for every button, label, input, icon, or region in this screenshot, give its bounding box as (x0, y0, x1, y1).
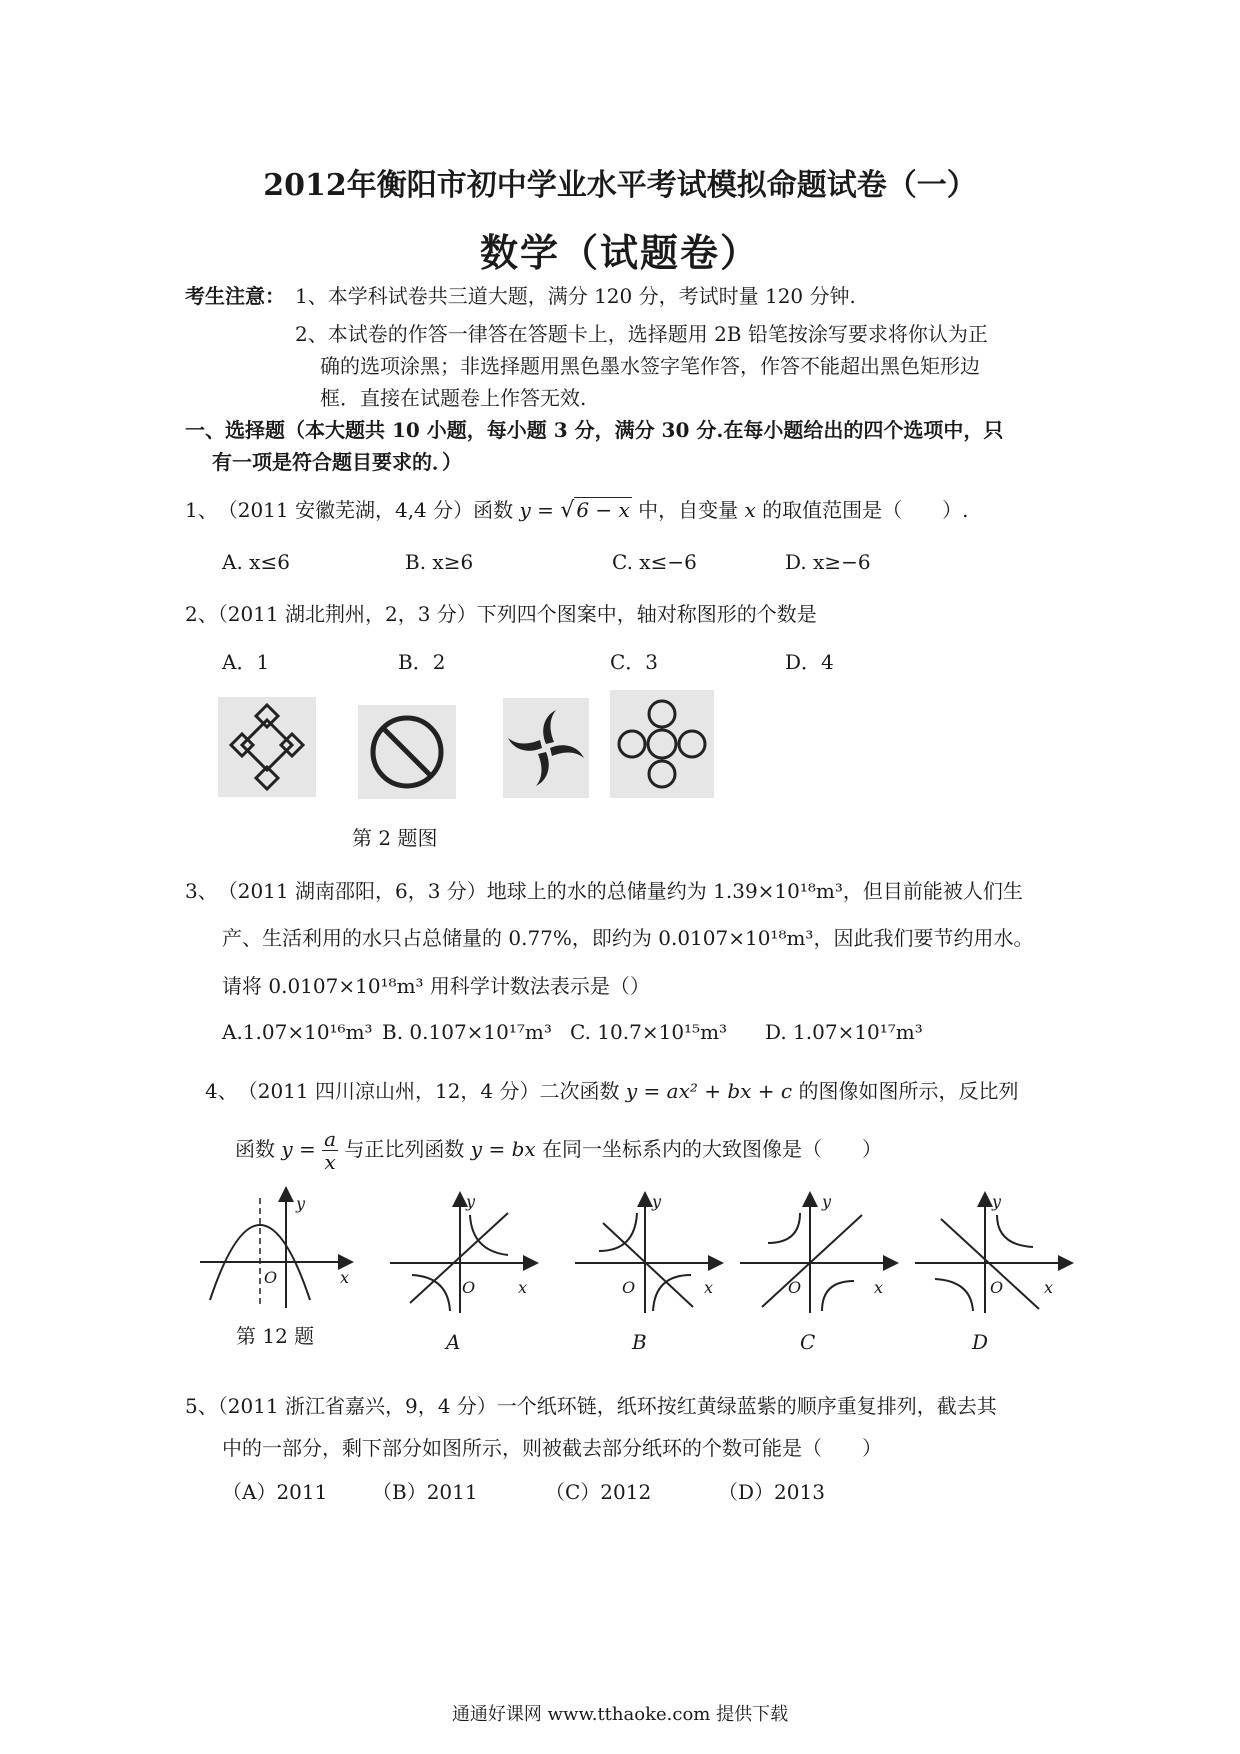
notice-item-1: 1、本学科试卷共三道大题，满分 120 分，考试时量 120 分钟. (295, 284, 856, 308)
question-5-line-2: 中的一部分，剩下部分如图所示，则被截去部分纸环的个数可能是（ ） (222, 1436, 882, 1460)
graph-c-x-label: x (874, 1278, 884, 1297)
question-1-option-b: B. x≥6 (405, 550, 474, 574)
pinwheel-swirl-icon (503, 698, 589, 798)
graph-b-x-label: x (704, 1278, 714, 1297)
question-5-option-d: （D）2013 (718, 1480, 825, 1504)
page-subtitle: 数学（试题卷） (479, 230, 760, 275)
question-2-option-c: C．3 (610, 650, 659, 674)
question-1-option-d: D. x≥−6 (785, 550, 871, 574)
question-1-stem: 1、 （2011 安徽芜湖，4,4 分）函数 y = √ 6 − x 中，自变量 x 的取值范围是（ ）. (185, 498, 969, 523)
question-3-line-1: 3、 （2011 湖南邵阳，6，3 分）地球上的水的总储量约为 1.39×10¹⁸m³，但目前能被人们生 (185, 879, 1023, 903)
question-1-option-c: C. x≤−6 (612, 550, 697, 574)
question-5-option-a: （A）2011 (222, 1480, 328, 1504)
question-2-option-b: B．2 (398, 650, 446, 674)
quadratic-graph-caption: 第 12 题 (236, 1324, 315, 1348)
question-5-option-b: （B）2011 (372, 1480, 478, 1504)
question-5-option-c: （C）2012 (545, 1480, 652, 1504)
graph-option-c (740, 1195, 900, 1315)
graph-b-origin: O (622, 1278, 636, 1297)
question-4-line-2: 函数 y = $\frac{a}{x}$ 与正比列函数 y = bx 在同一坐标系内的大致图像是（ ） (235, 1127, 883, 1174)
section-1-heading-line-2: 有一项是符合题目要求的．） (212, 450, 462, 474)
quadratic-graph-x-label: x (340, 1268, 350, 1287)
question-3-line-3: 请将 0.0107×10¹⁸m³ 用科学计数法表示是（） (222, 974, 650, 998)
graph-option-a (390, 1195, 540, 1315)
page-footer: 通通好课网 www.tthaoke.com 提供下载 (451, 1704, 789, 1725)
page-title: 2012年衡阳市初中学业水平考试模拟命题试卷（一） (263, 168, 977, 203)
question-5-line-1: 5、（2011 浙江省嘉兴，9，4 分）一个纸环链，纸环按红黄绿蓝紫的顺序重复排列，截去其 (185, 1394, 997, 1418)
diamond-pattern-icon (218, 697, 316, 797)
question-2-stem: 2、（2011 湖北荆州，2，3 分）下列四个图案中，轴对称图形的个数是 (185, 602, 817, 626)
fraction-a-over-x: $\frac{a}{x}$ (324, 1127, 337, 1174)
graph-c-y-label: y (822, 1192, 832, 1211)
question-3-option-d: D. 1.07×10¹⁷m³ (765, 1020, 923, 1044)
graph-c-origin: O (788, 1278, 802, 1297)
graph-a-y-label: y (466, 1192, 476, 1211)
question-3-option-a: A.1.07×10¹⁶m³ (222, 1020, 373, 1044)
question-2-figure-caption: 第 2 题图 (352, 826, 438, 850)
four-circles-icon (610, 690, 714, 798)
question-3-option-c: C. 10.7×10¹⁵m³ (570, 1020, 728, 1044)
notice-item-2-line-2: 确的选项涂黑；非选择题用黑色墨水签字笔作答，作答不能超出黑色矩形边 (320, 354, 980, 378)
graph-a-x-label: x (518, 1278, 528, 1297)
graph-c-label: C (800, 1330, 816, 1354)
graph-d-y-label: y (992, 1192, 1002, 1211)
graph-b-y-label: y (652, 1192, 662, 1211)
question-2-option-d: D．4 (785, 650, 834, 674)
question-1-option-a: A. x≤6 (222, 550, 290, 574)
notice-label: 考生注意： (185, 284, 285, 308)
graph-a-label: A (446, 1330, 461, 1354)
pattern-figure-swirl (503, 698, 589, 798)
question-3-option-b: B. 0.107×10¹⁷m³ (382, 1020, 552, 1044)
graph-a-origin: O (462, 1278, 476, 1297)
pattern-figure-prohibition (358, 705, 456, 799)
quadratic-graph-y-label: y (296, 1194, 306, 1213)
question-3-line-2: 产、生活利用的水只占总储量的 0.77%，即约为 0.0107×10¹⁸m³，因此我们要节约用水。 (222, 926, 1034, 950)
prohibition-sign-icon (358, 705, 456, 799)
graph-option-d (915, 1195, 1075, 1315)
question-4-line-1: 4、 （2011 四川凉山州，12，4 分）二次函数 y = ax² + bx + c 的图像如图所示，反比列 (205, 1079, 1019, 1103)
pattern-figure-diamonds (218, 697, 316, 797)
notice-item-2-line-1: 2、本试卷的作答一律答在答题卡上，选择题用 2B 铅笔按涂写要求将你认为正 (295, 322, 988, 346)
graph-d-origin: O (990, 1278, 1004, 1297)
notice-item-2-line-3: 框．直接在试题卷上作答无效. (320, 386, 587, 410)
graph-d-label: D (972, 1330, 989, 1354)
pattern-figure-circles (610, 690, 714, 798)
graph-option-b (575, 1195, 725, 1315)
question-2-option-a: A．1 (222, 650, 270, 674)
graph-d-x-label: x (1044, 1278, 1054, 1297)
quadratic-graph-origin: O (264, 1268, 278, 1287)
section-1-heading-line-1: 一、选择题（本大题共 10 小题，每小题 3 分，满分 30 分.在每小题给出的四个选项中，只 (185, 418, 1004, 442)
graph-b-label: B (632, 1330, 647, 1354)
quadratic-graph (200, 1190, 360, 1310)
